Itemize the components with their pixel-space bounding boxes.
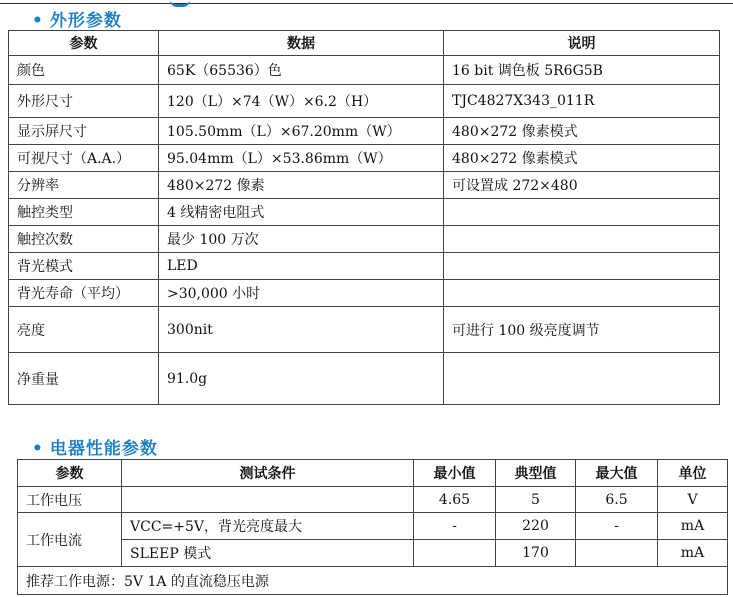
description-cell: 480×272 像素模式 bbox=[444, 145, 720, 172]
header-unit: 单位 bbox=[658, 460, 728, 487]
param-cell: 显示屏尺寸 bbox=[9, 118, 159, 145]
unit-cell: mA bbox=[658, 513, 728, 540]
bullet-icon: • bbox=[32, 11, 44, 31]
table-row bbox=[9, 199, 720, 226]
description-cell bbox=[444, 253, 720, 280]
description-cell: 480×272 像素模式 bbox=[444, 118, 720, 145]
header-data: 数据 bbox=[159, 31, 444, 56]
param-cell: 触控类型 bbox=[9, 199, 159, 226]
header-description: 说明 bbox=[444, 31, 720, 56]
param-cell: 分辨率 bbox=[9, 172, 159, 199]
data-cell: 最少 100 万次 bbox=[159, 226, 444, 253]
table-row bbox=[9, 280, 720, 307]
table-row bbox=[9, 307, 720, 353]
description-cell: TJC4827X343_011R bbox=[444, 85, 720, 118]
data-cell: 4 线精密电阻式 bbox=[159, 199, 444, 226]
table-row bbox=[9, 353, 720, 405]
electrical-table bbox=[17, 459, 728, 595]
header-min: 最小值 bbox=[414, 460, 496, 487]
description-cell: 可进行 100 级亮度调节 bbox=[444, 307, 720, 353]
typ-cell: 220 bbox=[496, 513, 576, 540]
dimensions-table bbox=[8, 30, 720, 405]
param-cell: 颜色 bbox=[9, 56, 159, 85]
note-cell: 推荐工作电源：5V 1A 的直流稳压电源 bbox=[18, 567, 728, 595]
data-cell: 480×272 像素 bbox=[159, 172, 444, 199]
param-cell: 可视尺寸（A.A.） bbox=[9, 145, 159, 172]
description-cell bbox=[444, 280, 720, 307]
top-decoration bbox=[170, 0, 190, 7]
table-row bbox=[9, 226, 720, 253]
data-cell: 95.04mm（L）×53.86mm（W） bbox=[159, 145, 444, 172]
param-cell: 背光模式 bbox=[9, 253, 159, 280]
data-cell: >30,000 小时 bbox=[159, 280, 444, 307]
table-row bbox=[9, 172, 720, 199]
description-cell: 可设置成 272×480 bbox=[444, 172, 720, 199]
bullet-icon: • bbox=[32, 439, 44, 459]
data-cell: 105.50mm（L）×67.20mm（W） bbox=[159, 118, 444, 145]
condition-cell: SLEEP 模式 bbox=[122, 540, 414, 567]
table-header-row bbox=[9, 31, 720, 56]
section-title-dimensions bbox=[32, 6, 122, 31]
data-cell: 300nit bbox=[159, 307, 444, 353]
table-row bbox=[9, 145, 720, 172]
min-cell: 4.65 bbox=[414, 487, 496, 513]
top-divider bbox=[0, 3, 733, 4]
table-row bbox=[18, 567, 728, 595]
header-param: 参数 bbox=[9, 31, 159, 56]
typ-cell: 170 bbox=[496, 540, 576, 567]
data-cell: 120（L）×74（W）×6.2（H） bbox=[159, 85, 444, 118]
description-cell bbox=[444, 226, 720, 253]
param-cell: 工作电流 bbox=[18, 513, 122, 567]
header-typ: 典型值 bbox=[496, 460, 576, 487]
header-max: 最大值 bbox=[576, 460, 658, 487]
table-row bbox=[9, 253, 720, 280]
description-cell: 16 bit 调色板 5R6G5B bbox=[444, 56, 720, 85]
min-cell bbox=[414, 540, 496, 567]
table-row bbox=[9, 118, 720, 145]
condition-cell: VCC=+5V，背光亮度最大 bbox=[122, 513, 414, 540]
max-cell: 6.5 bbox=[576, 487, 658, 513]
section-title-electrical bbox=[32, 434, 158, 459]
table-row bbox=[9, 85, 720, 118]
data-cell: LED bbox=[159, 253, 444, 280]
table-row bbox=[18, 540, 728, 567]
header-param: 参数 bbox=[18, 460, 122, 487]
description-cell bbox=[444, 199, 720, 226]
section-title-text: 外形参数 bbox=[49, 11, 122, 31]
table-row bbox=[18, 487, 728, 513]
table-header-row bbox=[18, 460, 728, 487]
description-cell bbox=[444, 353, 720, 405]
param-cell: 背光寿命（平均） bbox=[9, 280, 159, 307]
min-cell: - bbox=[414, 513, 496, 540]
typ-cell: 5 bbox=[496, 487, 576, 513]
data-cell: 65K（65536）色 bbox=[159, 56, 444, 85]
max-cell bbox=[576, 540, 658, 567]
data-cell: 91.0g bbox=[159, 353, 444, 405]
section-title-text: 电器性能参数 bbox=[49, 439, 158, 459]
param-cell: 净重量 bbox=[9, 353, 159, 405]
unit-cell: V bbox=[658, 487, 728, 513]
max-cell: - bbox=[576, 513, 658, 540]
param-cell: 工作电压 bbox=[18, 487, 122, 513]
table-row bbox=[18, 513, 728, 540]
table-row bbox=[9, 56, 720, 85]
param-cell: 外形尺寸 bbox=[9, 85, 159, 118]
param-cell: 触控次数 bbox=[9, 226, 159, 253]
param-cell: 亮度 bbox=[9, 307, 159, 353]
condition-cell bbox=[122, 487, 414, 513]
unit-cell: mA bbox=[658, 540, 728, 567]
header-condition: 测试条件 bbox=[122, 460, 414, 487]
